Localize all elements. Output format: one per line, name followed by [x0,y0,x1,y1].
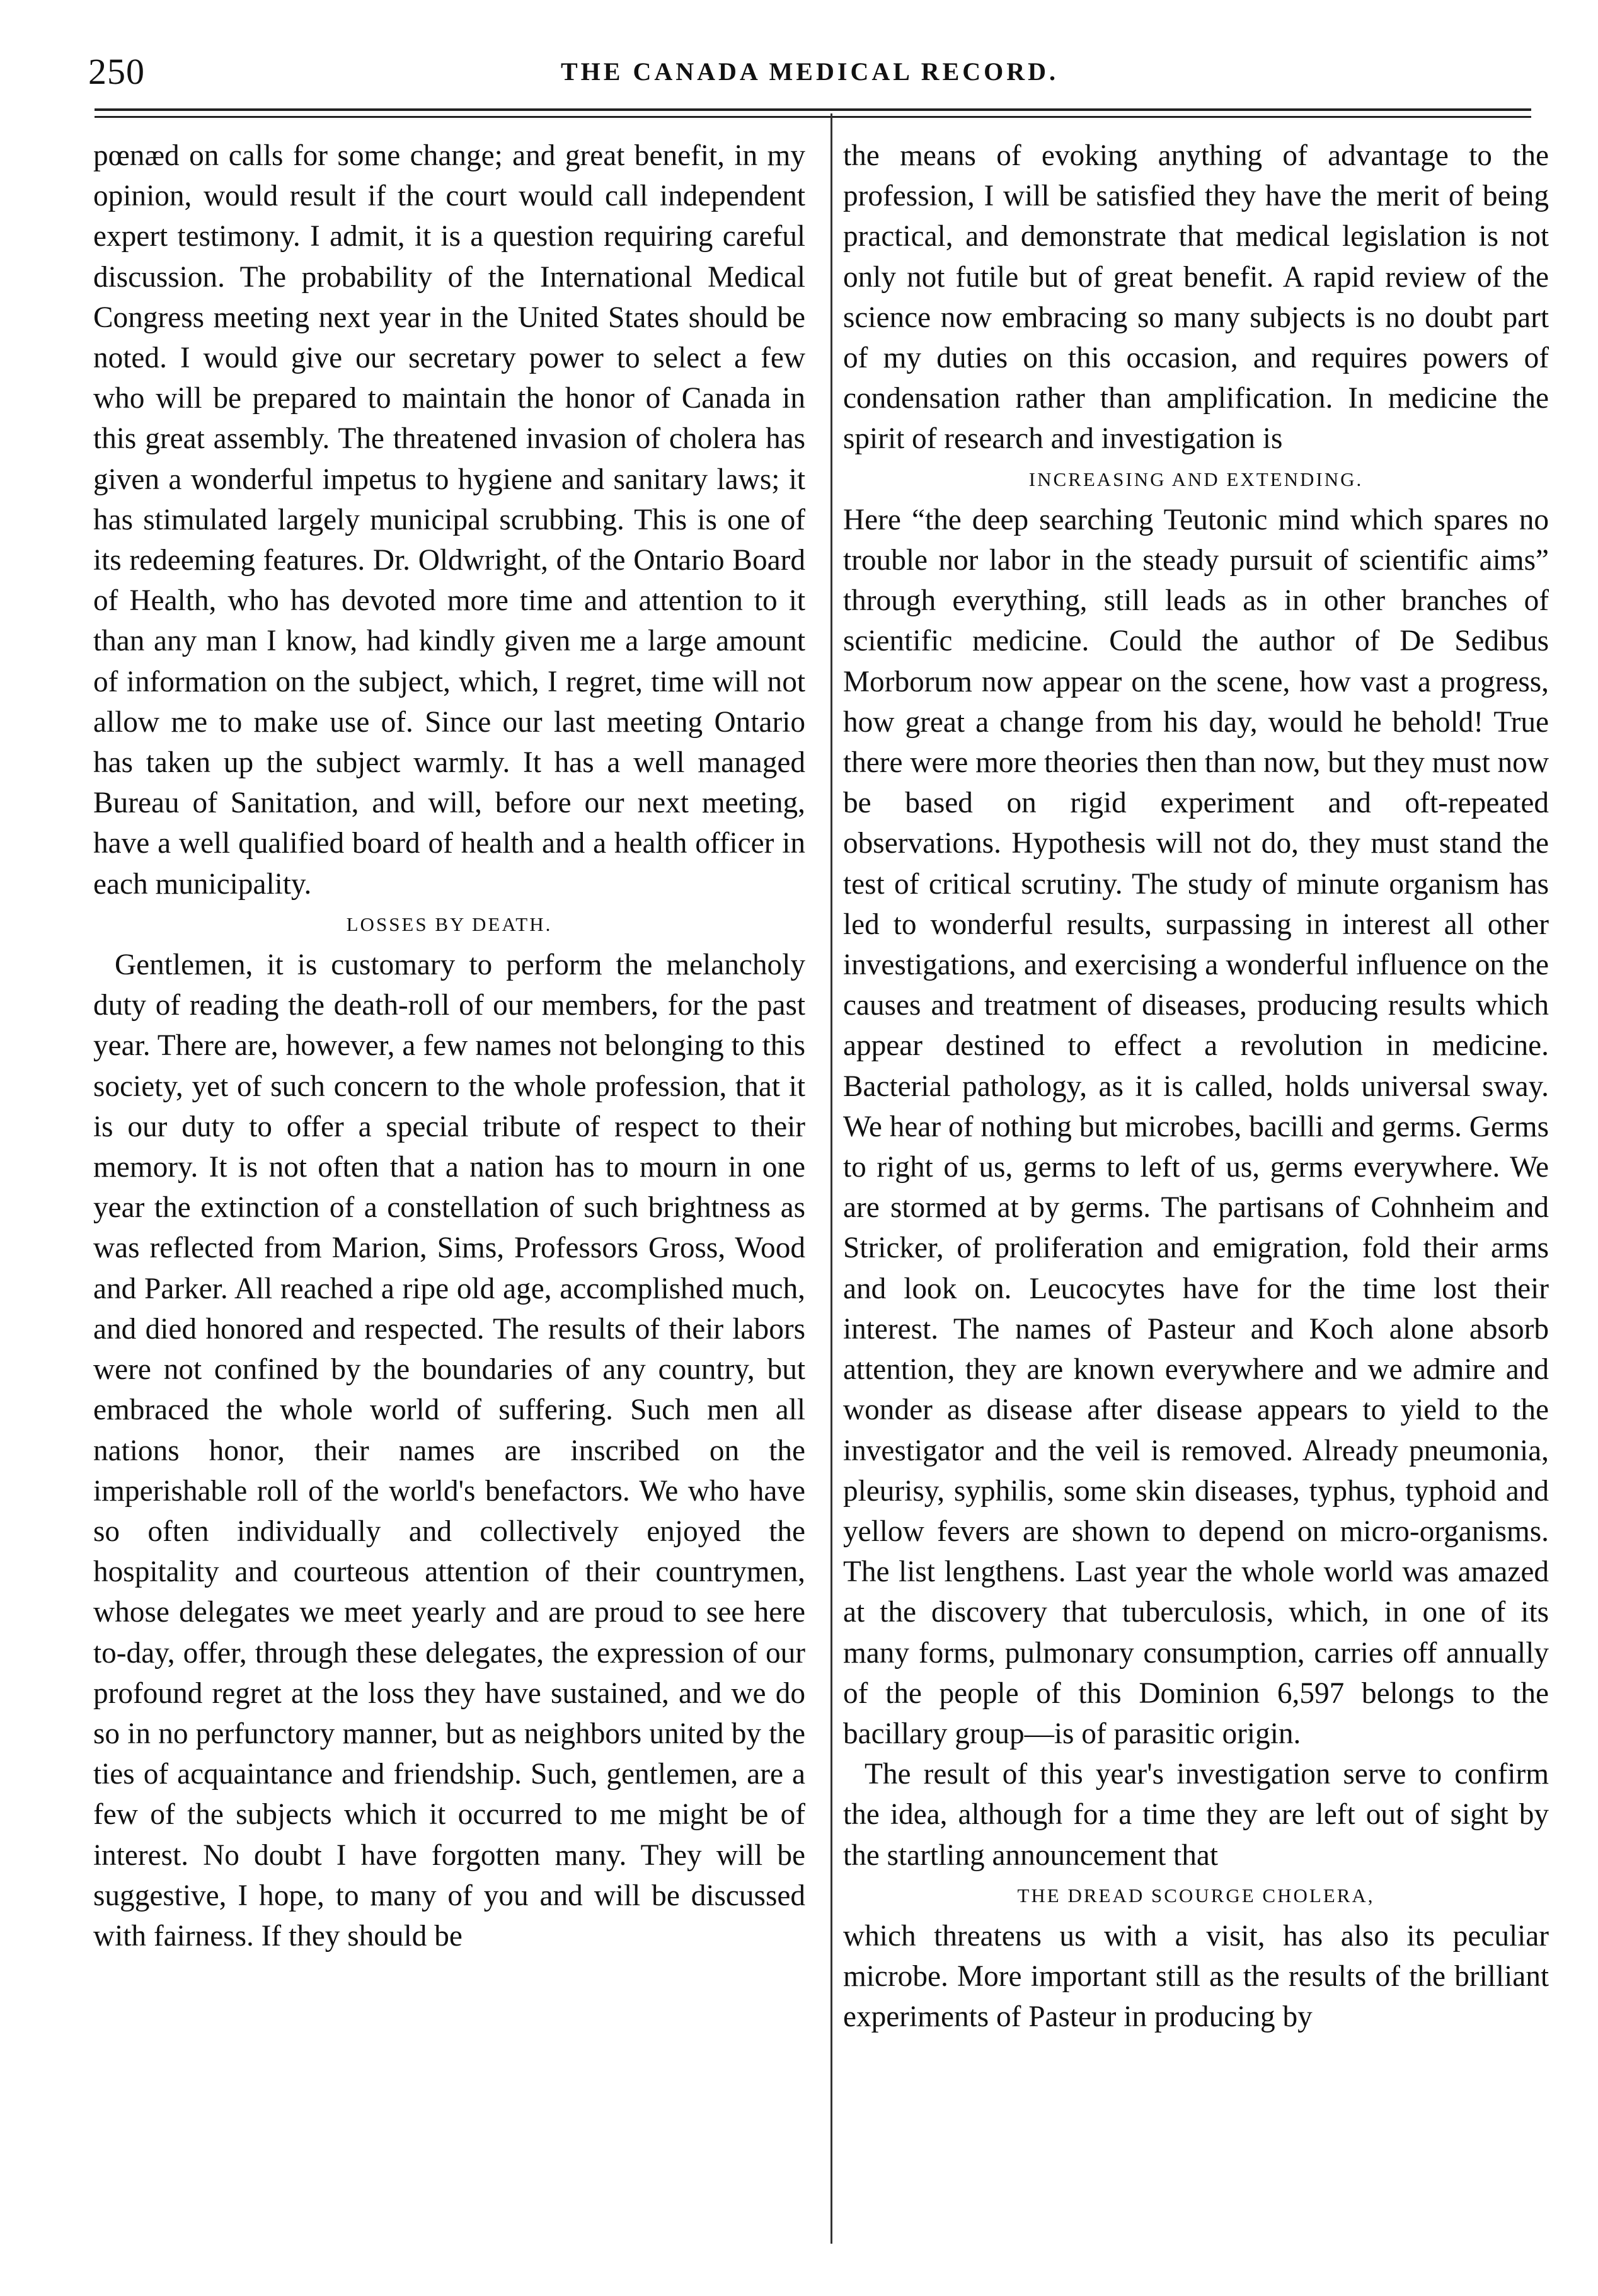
right-paragraph-4: which threatens us with a visit, has also its peculiar microbe. More important still as the results of the brilliant experiments of Pasteur in producing by [843,1919,1549,2034]
header-rule-bottom [95,116,1531,118]
right-column [843,136,1549,2038]
page-header [88,25,1531,95]
column-divider [831,113,832,2244]
right-paragraph-2: Here “the deep searching Teutonic mind which spares no trouble nor labor in the steady pursuit of scientific aims” through everything, still leads as in other branches of scientific medicine. Could the author of De Sedibus Morborum now appear on the scene, how vast a progress, how great a change from his day, would he behold! True there were more theories then than now, but they must now be based on rigid experiment and oft-repeated observations. Hypothesis will not do, they must stand the test of critical scrutiny. The study of minute organism has led to wonderful results, surpassing in interest all other investigations, and exercising a wonderful influence on the causes and treatment of diseases, producing results which appear destined to effect a revolution in medicine. Bacterial pathology, as it is called, holds universal sway. We hear of nothing but microbes, bacilli and germs. Germs to right of us, germs to left of us, germs everywhere. We are stormed at by germs. The partisans of Cohnheim and Stricker, of proliferation and emigration, fold their arms and look on. Leucocytes have for the time lost their interest. The names of Pasteur and Koch alone absorb attention, they are known everywhere and we admire and wonder as disease after disease appears to yield to the investigator and the veil is removed. Already pneumonia, pleurisy, syphilis, some skin diseases, typhus, typhoid and yellow fevers are shown to depend on micro-organisms. The list lengthens. Last year the whole world was amazed at the discovery that tuberculosis, which, in one of its many forms, pulmonary consumption, carries off annually of the people of this Dominion 6,597 belongs to the bacillary group—is of parasitic origin. [843,503,1549,1750]
section-heading-cholera: THE DREAD SCOURGE CHOLERA, [1017,1884,1375,1907]
left-paragraph-1: pœnæd on calls for some change; and great benefit, in my opinion, would result if the court would call independent expert testimony. I admit, it is a question requiring careful discussion. The probability of the International Medical Congress meeting next year in the United States should be noted. I would give our secretary power to select a few who will be prepared to maintain the honor of Canada in this great assembly. The threatened invasion of cholera has given a wonderful impetus to hygiene and sanitary laws; it has stimulated largely municipal scrubbing. This is one of its redeeming features. Dr. Oldwright, of the Ontario Board of Health, who has devoted more time and attention to it than any man I know, had kindly given me a large amount of information on the subject, which, I regret, time will not allow me to make use of. Since our last meeting Ontario has taken up the subject warmly. It has a well managed Bureau of Sanitation, and will, before our next meeting, have a well qualified board of health and a health officer in each municipality. [93,139,805,901]
right-paragraph-1: the means of evoking anything of advantage to the profession, I will be satisfied they have the merit of being practical, and demonstrate that medical legislation is not only not futile but of great benefit. A rapid review of the science now embracing so many subjects is no doubt part of my duties on this occasion, and requires powers of condensation rather than amplification. In medicine the spirit of research and investigation is [843,139,1549,456]
section-heading-losses-by-death: LOSSES BY DEATH. [346,913,553,935]
right-paragraph-3: The result of this year's investigation serve to confirm the idea, although for a time they are left out of sight by the startling announcement that [843,1758,1549,1872]
header-rule-top [95,108,1531,111]
left-paragraph-2: Gentlemen, it is customary to perform the melancholy duty of reading the death-roll of our members, for the past year. There are, however, a few names not belonging to this society, yet of such concern to the whole profession, that it is our duty to offer a special tribute of respect to their memory. It is not often that a nation has to mourn in one year the extinction of a constellation of such brightness as was reflected from Marion, Sims, Professors Gross, Wood and Parker. All reached a ripe old age, accomplished much, and died honored and respected. The results of their labors were not confined by the boundaries of any country, but embraced the whole world of suffering. Such men all nations honor, their names are inscribed on the imperishable roll of the world's benefactors. We who have so often individually and collectively enjoyed the hospitality and courteous attention of their countrymen, whose delegates we meet yearly and are proud to see here to-day, offer, through these delegates, the expression of our profound regret at the loss they have sustained, and we do so in no perfunctory manner, but as neighbors united by the ties of acquaintance and friendship. Such, gentlemen, are a few of the subjects which it occurred to me might be of interest. No doubt I have forgotten many. They will be suggestive, I hope, to many of you and will be discussed with fairness. If they should be [93,949,805,1953]
page-number: 250 [88,51,145,92]
left-column [93,136,805,1956]
running-title: THE CANADA MEDICAL RECORD. [560,57,1059,86]
section-heading-increasing: INCREASING AND EXTENDING. [1028,468,1364,490]
